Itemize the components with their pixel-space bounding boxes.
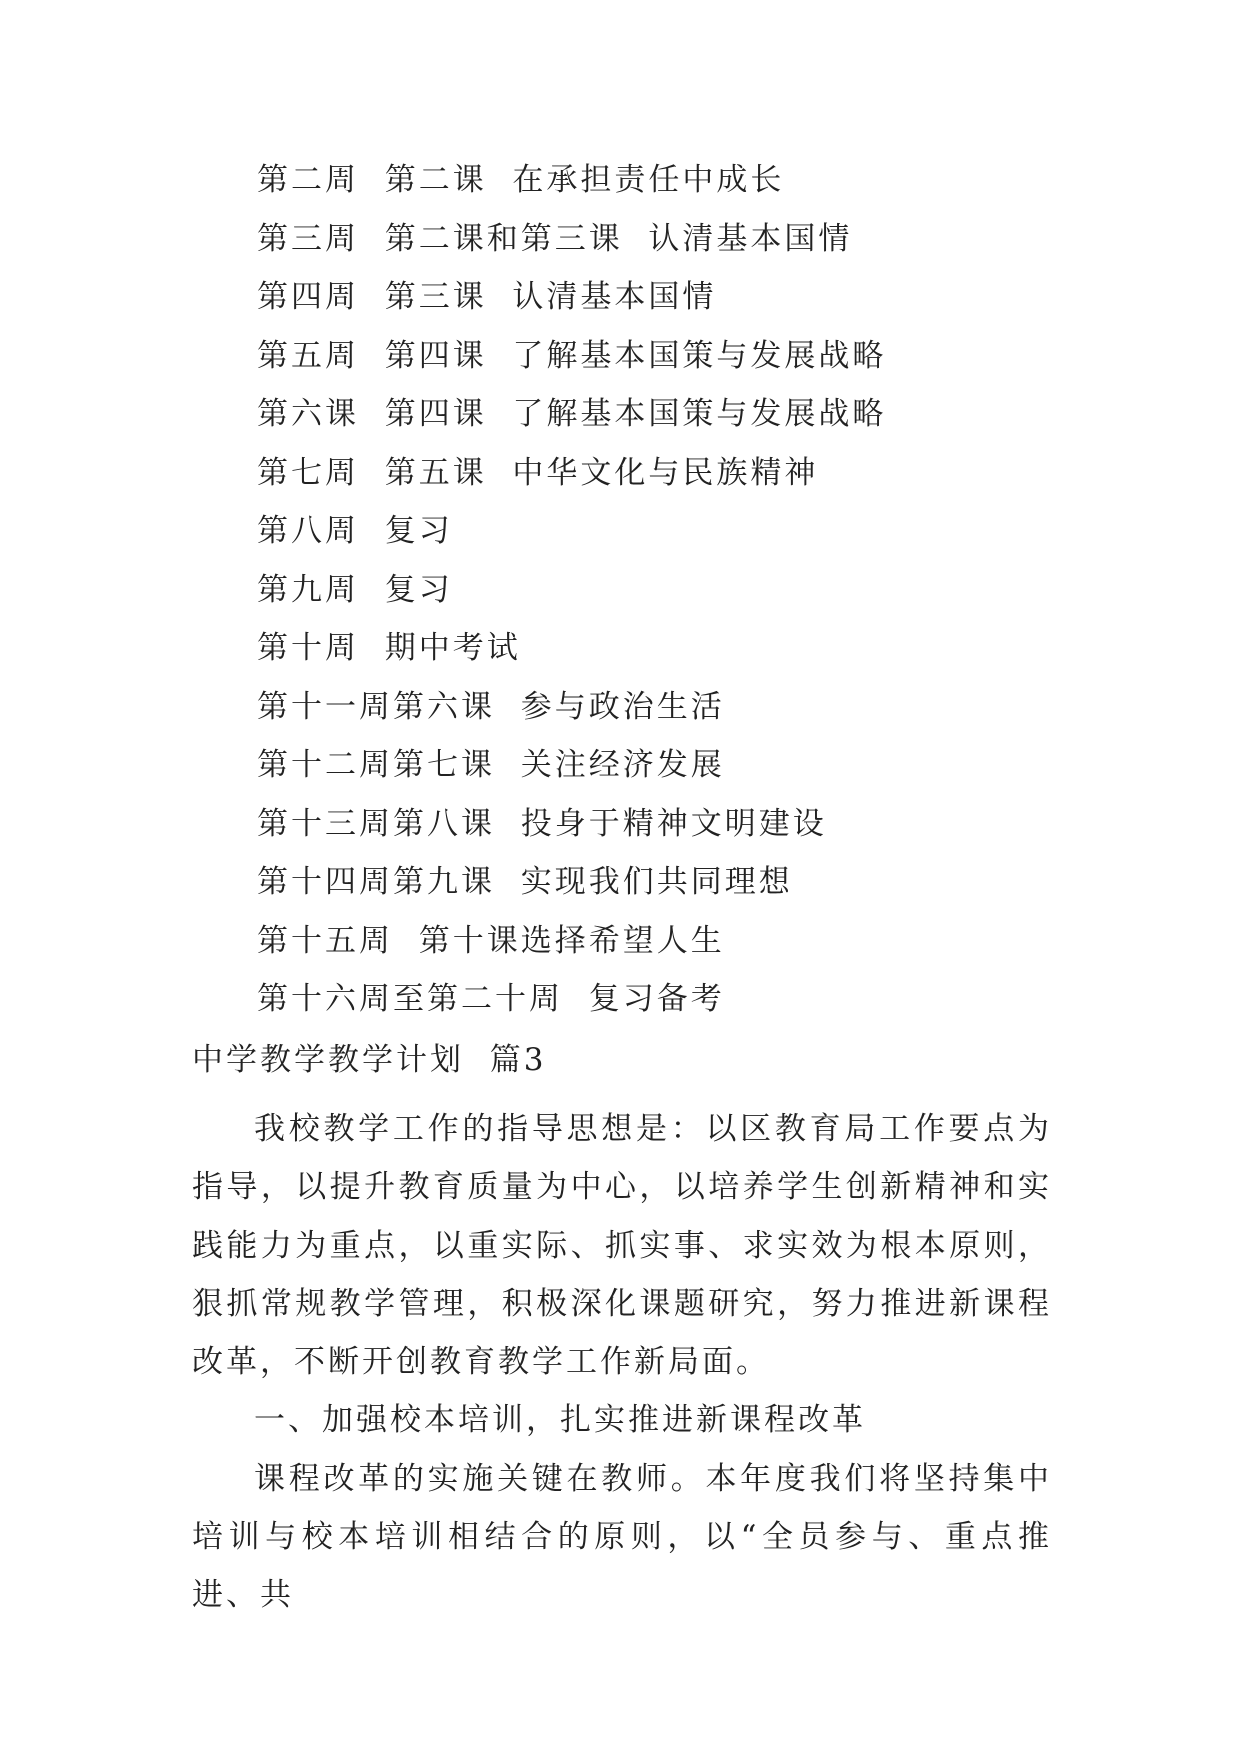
schedule-line: 第三周 第二课和第三课 认清基本国情 bbox=[257, 220, 853, 257]
schedule-line: 第七周 第五课 中华文化与民族精神 bbox=[257, 454, 819, 491]
paragraph-curriculum-reform: 课程改革的实施关键在教师。本年度我们将坚持集中培训与校本培训相结合的原则，以“全员参与、重点推进、共 bbox=[192, 1460, 1052, 1614]
schedule-line: 第十二周第七课 关注经济发展 bbox=[257, 747, 725, 783]
schedule-line: 第五周 第四课 了解基本国策与发展战略 bbox=[257, 337, 887, 374]
section-title: 中学教学教学计划 篇3 bbox=[192, 1042, 547, 1078]
subheading-school-training: 一、加强校本培训，扎实推进新课程改革 bbox=[254, 1402, 866, 1439]
schedule-line: 第八周 复习 bbox=[257, 513, 453, 549]
schedule-line: 第十三周第八课 投身于精神文明建设 bbox=[257, 805, 827, 842]
schedule-line: 第十一周第六课 参与政治生活 bbox=[257, 688, 725, 725]
schedule-line: 第四周 第三课 认清基本国情 bbox=[257, 279, 717, 315]
schedule-line: 第九周 复习 bbox=[257, 571, 453, 608]
schedule-line: 第十五周 第十课选择希望人生 bbox=[257, 922, 725, 959]
schedule-line: 第二周 第二课 在承担责任中成长 bbox=[257, 162, 785, 198]
schedule-line: 第十四周第九课 实现我们共同理想 bbox=[257, 864, 793, 900]
paragraph-guiding-ideology: 我校教学工作的指导思想是：以区教育局工作要点为指导，以提升教育质量为中心，以培养学生创新精神和实践能力为重点，以重实际、抓实事、求实效为根本原则，狠抓常规教学管理，积极深化课题研究，努力推进新课程改革，不断开创教育教学工作新局面。 bbox=[192, 1111, 1052, 1381]
schedule-line: 第十六周至第二十周 复习备考 bbox=[257, 981, 725, 1017]
body-text bbox=[192, 1100, 1052, 1625]
schedule-line: 第六课 第四课 了解基本国策与发展战略 bbox=[257, 396, 887, 432]
schedule-line: 第十周 期中考试 bbox=[257, 630, 521, 666]
weekly-schedule bbox=[257, 160, 886, 1038]
